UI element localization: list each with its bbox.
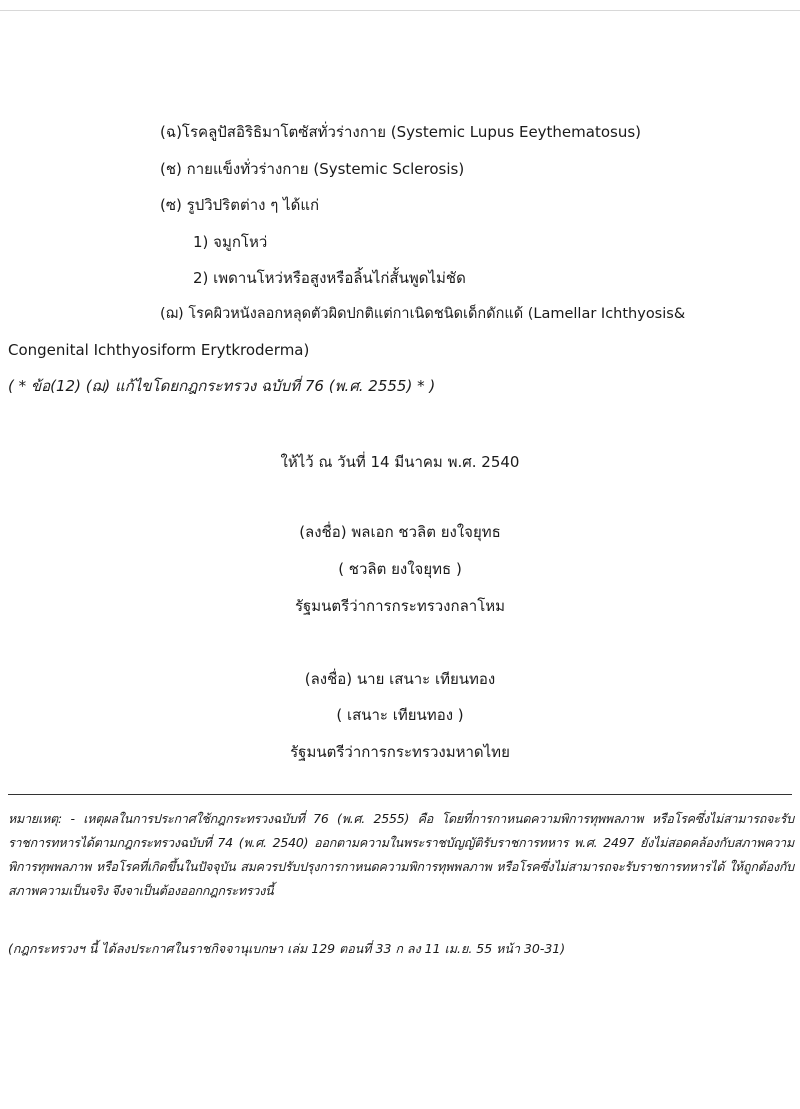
signer2-name: ( เสนาะ เทียนทอง ) <box>336 706 464 724</box>
item-n-line2: Congenital Ichthyosiform Erytkroderma) <box>8 341 310 359</box>
remark-text: หมายเหตุ: - เหตุผลในการประกาศใช้กฎกระทรวงฉบับที่ 76 (พ.ศ. 2555) คือ โดยที่การกาหนดความพิการทุพพลภาพ หรือโรคซึ่งไม่สามารถจะรับราชการทหารได้ตามกฎกระทรวงฉบับที่ 74 (พ.ศ. 2540) ออกตามความในพระราชบัญญัติรับราชการทหาร พ.ศ. 2497 ยังไม่สอดคล้องกับสภาพความพิการทุพพลภาพ หรือโรคที่เกิดขึ้นในปัจจุบัน สมควรปรับปรุงการกาหนดความพิการทุพพลภาพ หรือโรคซึ่งไม่สามารถจะรับราชการทหารได้ ให้ถูกต้องกับสภาพความเป็นจริง จึงจาเป็นต้องออกกฎกระทรวงนี้ <box>8 811 794 898</box>
footnote-divider <box>8 794 792 795</box>
amendment-note: ( * ข้อ(12) (ฌ) แก้ไขโดยกฎกระทรวง ฉบับที่ 76 (พ.ศ. 2555) * ) <box>8 377 436 395</box>
signer1-title: รัฐมนตรีว่าการกระทรวงกลาโหม <box>294 597 506 615</box>
signer1-signature: (ลงชื่อ) พลเอก ชวลิต ยงใจยุทธ <box>299 523 501 541</box>
item-s-sub-2: 2) เพดานโหว่หรือสูงหรือลิ้นไก่สั้นพูดไม่ชัด <box>193 269 466 287</box>
item-n-line1: (ฌ) โรคผิวหนังลอกหลุดตัวผิดปกติแต่กาเนิดชนิดเด็กดักแด้ (Lamellar Ichthyosis& <box>160 306 686 322</box>
item-ch: (ช) กายแข็งทั่วร่างกาย (Systemic Sclerosis) <box>160 160 465 178</box>
top-edge-rule <box>0 10 800 11</box>
signer1-name: ( ชวลิต ยงใจยุทธ ) <box>338 560 462 578</box>
given-date: ให้ไว้ ณ วันที่ 14 มีนาคม พ.ศ. 2540 <box>280 453 520 471</box>
remark-reference: (กฎกระทรวงฯ นี้ ได้ลงประกาศในราชกิจจานุเบกษา เล่ม 129 ตอนที่ 33 ก ลง 11 เม.ย. 55 หน้า 30-31) <box>8 941 566 956</box>
signer2-signature: (ลงชื่อ) นาย เสนาะ เทียนทอง <box>304 670 496 688</box>
item-s: (ซ) รูปวิปริตต่าง ๆ ได้แก่ <box>160 196 320 214</box>
item-f: (ฉ)โรคลูปัสอิริธิมาโตซัสทั่วร่างกาย (Systemic Lupus Eeythematosus) <box>160 123 642 141</box>
signer2-title: รัฐมนตรีว่าการกระทรวงมหาดไทย <box>290 743 510 761</box>
item-s-sub-1: 1) จมูกโหว่ <box>193 233 268 251</box>
